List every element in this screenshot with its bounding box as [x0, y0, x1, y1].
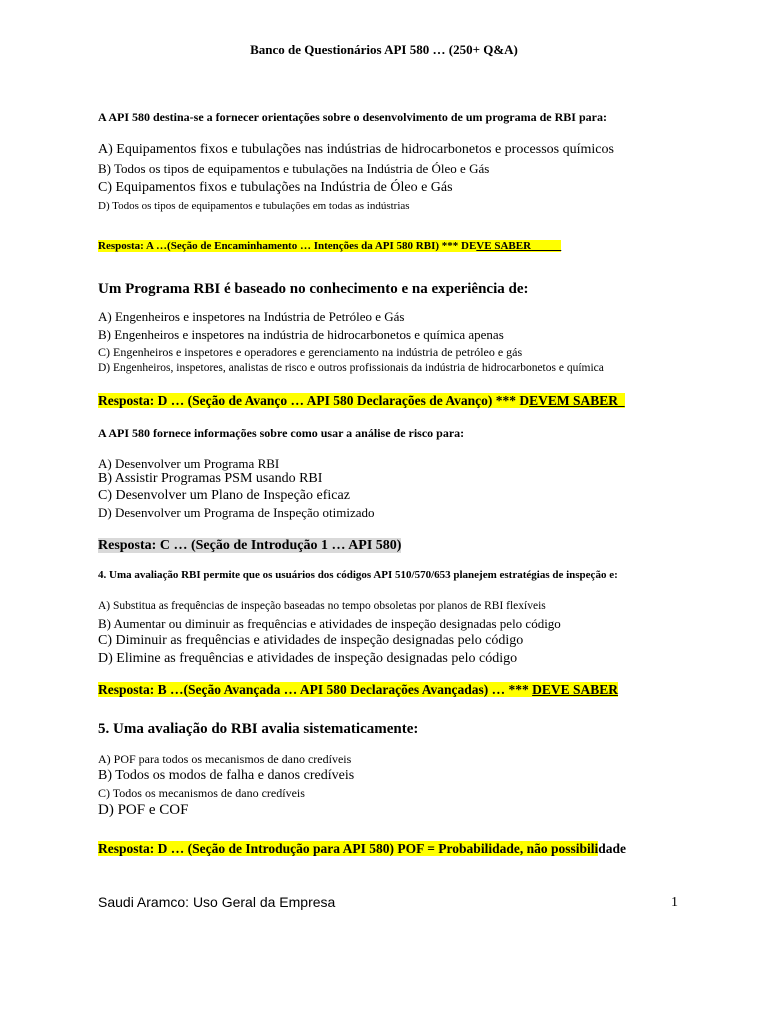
q2-option-b: B) Engenheiros e inspetores na indústria de hidrocarbonetos e química apenas [98, 327, 504, 342]
q2-answer [98, 393, 625, 409]
question-1: A API 580 destina-se a fornecer orientações sobre o desenvolvimento de um programa de RBI para: [98, 110, 607, 124]
q2-answer-text: Resposta: D … (Seção de Avanço … API 580 Declarações de Avanço) *** D [98, 393, 530, 408]
q5-option-a: A) POF para todos os mecanismos de dano credíveis [98, 752, 352, 766]
q1-option-b: B) Todos os tipos de equipamentos e tubulações na Indústria de Óleo e Gás [98, 161, 490, 176]
q4-answer-emphasis: DEVE SABER [532, 682, 619, 697]
page-number: 1 [671, 895, 678, 910]
q4-answer-text: Resposta: B …(Seção Avançada … API 580 Declarações Avançadas) … *** [98, 682, 533, 697]
q5-answer-text: Resposta: D … (Seção de Introdução para API 580) POF = Probabilidade, não possibili [98, 841, 599, 856]
q1-answer-tail [531, 240, 561, 252]
q3-option-c: C) Desenvolver um Plano de Inspeção eficaz [98, 488, 350, 503]
q4-option-c: C) Diminuir as frequências e atividades de inspeção designadas pelo código [98, 633, 524, 648]
q3-option-b: B) Assistir Programas PSM usando RBI [98, 471, 323, 486]
footer-company: Saudi Aramco: Uso Geral da Empresa [98, 894, 336, 910]
q5-answer [98, 841, 626, 857]
q1-answer [98, 240, 561, 253]
q1-option-c: C) Equipamentos fixos e tubulações na Indústria de Óleo e Gás [98, 180, 453, 195]
q5-answer-tail: dade [598, 841, 627, 856]
q4-option-a: A) Substitua as frequências de inspeção baseadas no tempo obsoletas por planos de RBI flexíveis [98, 600, 546, 612]
document-title: Banco de Questionários API 580 … (250+ Q&A) [250, 42, 518, 57]
question-2: Um Programa RBI é baseado no conhecimento e na experiência de: [98, 281, 529, 297]
q2-answer-emphasis: EVEM SABER [529, 393, 618, 408]
q1-answer-text: Resposta: A …(Seção de Encaminhamento … Intenções da API 580 RBI) *** DE [98, 240, 477, 252]
q1-answer-emphasis: VE SABER [476, 240, 532, 252]
q5-option-d: D) POF e COF [98, 802, 189, 818]
q4-answer [98, 682, 618, 698]
question-5: 5. Uma avaliação do RBI avalia sistematicamente: [98, 721, 419, 737]
q5-option-b: B) Todos os modos de falha e danos credíveis [98, 768, 355, 783]
q2-option-a: A) Engenheiros e inspetores na Indústria de Petróleo e Gás [98, 309, 405, 324]
q3-option-a: A) Desenvolver um Programa RBI [98, 456, 280, 471]
q3-answer [98, 538, 401, 555]
q1-option-a: A) Equipamentos fixos e tubulações nas indústrias de hidrocarbonetos e processos químicos [98, 142, 614, 157]
q4-option-b: B) Aumentar ou diminuir as frequências e atividades de inspeção designadas pelo código [98, 616, 561, 631]
q2-option-d: D) Engenheiros, inspetores, analistas de risco e outros profissionais da indústria de hidrocarbonetos e química [98, 362, 604, 374]
q1-option-d: D) Todos os tipos de equipamentos e tubulações em todas as indústrias [98, 200, 410, 212]
q2-answer-tail [618, 393, 625, 408]
q2-option-c: C) Engenheiros e inspetores e operadores e gerenciamento na indústria de petróleo e gás [98, 345, 523, 359]
q3-answer-text: Resposta: C … (Seção de Introdução 1 … API 580) [98, 538, 402, 553]
q5-option-c: C) Todos os mecanismos de dano credíveis [98, 786, 305, 800]
question-3: A API 580 fornece informações sobre como usar a análise de risco para: [98, 426, 465, 440]
question-4: 4. Uma avaliação RBI permite que os usuários dos códigos API 510/570/653 planejem estratégias de inspeção e: [98, 569, 618, 581]
q4-option-d: D) Elimine as frequências e atividades de inspeção designadas pelo código [98, 651, 518, 666]
q3-option-d: D) Desenvolver um Programa de Inspeção otimizado [98, 505, 375, 520]
